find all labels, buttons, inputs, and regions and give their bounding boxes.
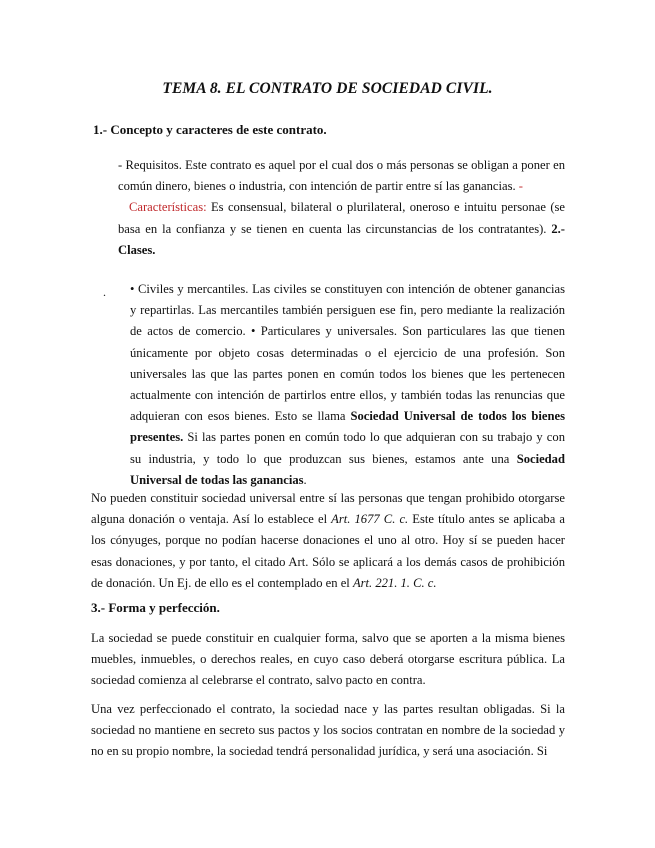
requisitos-dash: -	[118, 158, 126, 172]
section-1-heading: 1.- Concepto y caracteres de este contrato.	[93, 122, 327, 137]
requisitos-label: Requisitos.	[125, 158, 182, 172]
caracteristicas-text: Es consensual, bilateral o plurilateral, oneroso e intuitu personae (se basa en la confianza y se tienen en cuenta las circunstancias de los contratantes).	[118, 200, 565, 236]
prohibicion-text-1: No pueden constituir sociedad universal entre sí las personas que tengan prohibido otorgarse alguna donación o ventaja. Así lo establece el	[91, 491, 565, 527]
requisitos-text: Este contrato es aquel por el cual dos o más personas se obligan a poner en común dinero, bienes o industria, con intención de partir entre sí las ganancias.	[118, 158, 565, 194]
caracteristicas-label: Características:	[129, 200, 207, 215]
section-3-heading: 3.- Forma y perfección.	[91, 600, 220, 615]
caracteristicas-dash: -	[518, 179, 523, 194]
article-221-ref: Art. 221. 1. C. c.	[352, 575, 437, 590]
clases-text-1: • Civiles y mercantiles. Las civiles se constituyen con intención de obtener ganancias y repartirlas. Las mercantiles también persiguen ese fin, pero mediante la realización de actos de comercio. • Particulares y universales. Son particulares las que tienen únicamente por objeto cosas determinadas o el ejercicio de una profesión. Son universales las que las partes ponen en común todos los bienes que les pertenecen actualmente con intención de partirlos entre ellos, y también todas las renuncias que adquieran con esos bienes. Esto se llama	[130, 282, 565, 424]
sociedad-universal-bienes: Sociedad Universal de todos los bienes presentes.	[130, 409, 565, 445]
prohibicion-text-2: Este título antes se aplicaba a los cónyuges, porque no podían hacerse donaciones el uno al otro. Hoy sí se pueden hacer esas donaciones, y por tanto, el citado Art. Sólo se aplicará a los demás casos de prohibición de donación. Un Ej. de ello es el contemplado en el	[91, 512, 565, 590]
sociedad-universal-ganancias: Sociedad Universal de todas las ganancias	[130, 451, 565, 487]
paragraph-prohibicion	[91, 488, 565, 594]
clases-heading: 2.- Clases.	[118, 221, 565, 257]
article-1677-ref: Art. 1677 C. c.	[331, 512, 409, 527]
document-title: TEMA 8. EL CONTRATO DE SOCIEDAD CIVIL.	[162, 80, 493, 97]
paragraph-perfeccion: Una vez perfeccionado el contrato, la sociedad nace y las partes resultan obligadas. Si la sociedad no mantiene en secreto sus pactos y los socios contratan en nombre de la sociedad y no en su propio nombre, la sociedad tendrá personalidad jurídica, y será una asociación. Si	[91, 702, 565, 759]
list-marker: .	[103, 285, 106, 299]
paragraph-requisitos	[118, 155, 565, 261]
paragraph-clases	[130, 279, 565, 491]
clases-text-2: Si las partes ponen en común todo lo que adquieran con su trabajo y con su industria, y todo lo que produzcan sus bienes, estamos ante una	[130, 430, 565, 466]
paragraph-forma: La sociedad se puede constituir en cualquier forma, salvo que se aporten a la misma bienes muebles, inmuebles, o derechos reales, en cuyo caso deberá otorgarse escritura pública. La sociedad comienza al celebrarse el contrato, salvo pacto en contra.	[91, 631, 565, 688]
clases-text-3: .	[303, 472, 307, 487]
